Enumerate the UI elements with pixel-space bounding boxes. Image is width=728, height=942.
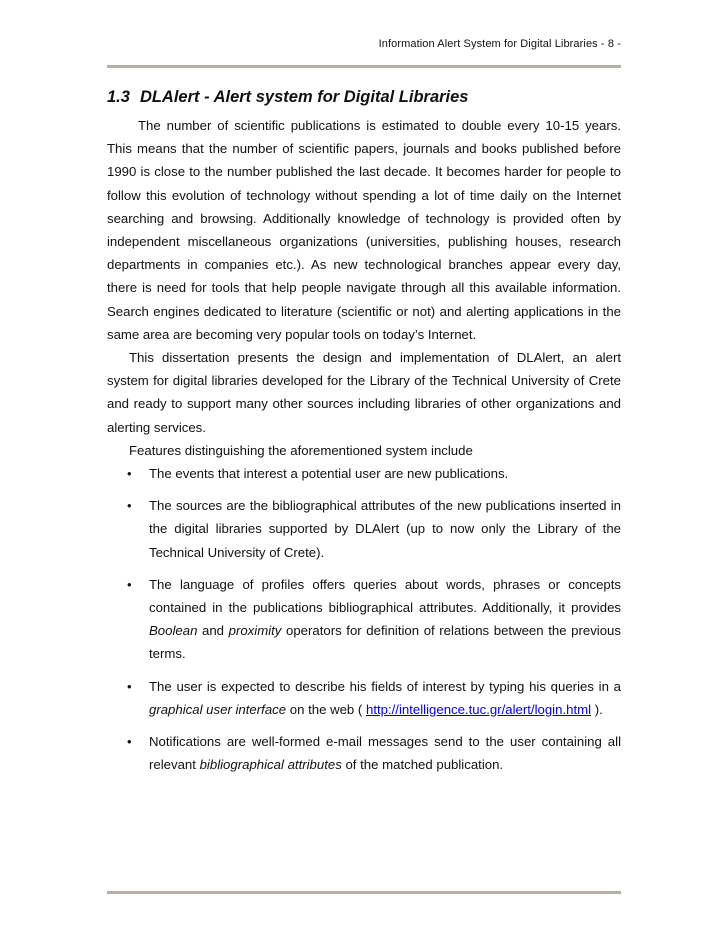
list-item	[107, 494, 621, 564]
list-item-text: operators for definition of relations between the previous terms.	[149, 623, 621, 662]
paragraph-dissertation: This dissertation presents the design and implementation of DLAlert, an alert system for digital libraries developed for the Library of the Technical University of Crete and ready to support many other sources including libraries of other organizations and alerting services.	[107, 350, 621, 435]
list-item-text: of the matched publication.	[341, 757, 504, 773]
features-list	[107, 462, 621, 776]
page-body	[107, 86, 621, 776]
emphasis-attributes: bibliographical attributes	[199, 757, 342, 773]
list-item-text: Notifications are well-formed e-mail messages send to the user containing all relevant	[149, 734, 621, 773]
emphasis-proximity: proximity	[228, 623, 282, 639]
bullet-icon: •	[127, 498, 132, 514]
list-item-text: The sources are the bibliographical attributes of the new publications inserted in the digital libraries supported by DLAlert (up to now only the Library of the Technical University of Crete).	[149, 498, 621, 560]
bullet-icon: •	[127, 678, 132, 694]
list-item	[107, 462, 621, 485]
list-item-text: and	[197, 623, 229, 639]
header-rule	[107, 65, 621, 68]
list-item-text: The events that interest a potential user are new publications.	[149, 466, 509, 482]
emphasis-gui: graphical user interface	[149, 701, 287, 717]
paragraph-features-intro: Features distinguishing the aforementioned system include	[129, 442, 473, 458]
paragraph-intro: The number of scientific publications is estimated to double every 10-15 years. This means that the number of scientific papers, journals and books published before 1990 is close to the number published the last decade. It becomes harder for people to follow this evolution of technology without spending a lot of time daily on the Internet searching and browsing. Additionally knowledge of technology is provided often by independent miscellaneous organizations (universities, publishing houses, research departments in companies etc.). As new technological branches appear every day, there is need for tools that help people navigate through all this available information. Search engines dedicated to literature (scientific or not) and alerting applications in the same area are becoming very popular tools on today’s Internet.	[107, 118, 621, 342]
list-item-text: ).	[591, 701, 603, 717]
list-item-text: The user is expected to describe his fields of interest by typing his queries in a	[149, 678, 621, 694]
section-heading	[107, 86, 621, 108]
bullet-icon: •	[127, 734, 132, 750]
list-item-text: on the web (	[286, 701, 366, 717]
login-page-link[interactable]: http://intelligence.tuc.gr/alert/login.html	[365, 701, 592, 717]
footer-rule	[107, 891, 621, 894]
section-number: 1.3	[107, 88, 130, 106]
section-title: DLAlert - Alert system for Digital Libraries	[139, 88, 469, 106]
list-item	[107, 573, 621, 666]
list-item	[107, 675, 621, 721]
running-header: Information Alert System for Digital Libraries - 8 -	[378, 38, 621, 50]
list-item-text: The language of profiles offers queries about words, phrases or concepts contained in the publications bibliographical attributes. Additionally, it provides	[149, 576, 621, 616]
emphasis-boolean: Boolean	[149, 623, 198, 639]
bullet-icon: •	[127, 576, 132, 592]
list-item	[107, 730, 621, 776]
bullet-icon: •	[127, 466, 132, 482]
